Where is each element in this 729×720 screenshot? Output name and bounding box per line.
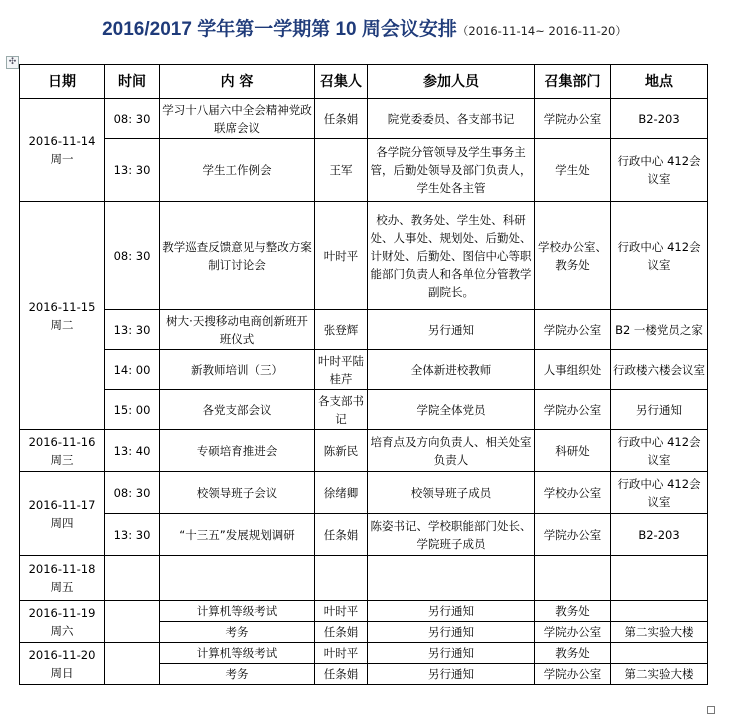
participants-cell: 校办、教务处、学生处、科研处、人事处、规划处、后勤处、计财处、后勤处、图信中心等职能部门负责人和各单位分管教学副院长。 bbox=[368, 202, 535, 310]
content-cell: 树大·天搜移动电商创新班开班仪式 bbox=[160, 310, 315, 350]
department-cell: 教务处 bbox=[535, 643, 611, 664]
location-cell bbox=[611, 556, 708, 601]
table-header-row bbox=[20, 65, 708, 99]
time-cell bbox=[105, 556, 160, 601]
date-text: 2016-11-15 bbox=[28, 299, 96, 314]
department-cell: 学院办公室 bbox=[535, 99, 611, 139]
content-cell: 考务 bbox=[160, 622, 315, 643]
location-cell: 行政中心 412会议室 bbox=[611, 472, 708, 514]
content-cell bbox=[160, 556, 315, 601]
location-cell: B2-203 bbox=[611, 99, 708, 139]
time-cell: 15: 00 bbox=[105, 390, 160, 430]
move-handle-icon[interactable]: ✣ bbox=[6, 56, 19, 69]
time-cell: 13: 30 bbox=[105, 139, 160, 202]
time-cell: 08: 30 bbox=[105, 202, 160, 310]
time-cell: 08: 30 bbox=[105, 472, 160, 514]
convener-cell: 徐绪卿 bbox=[315, 472, 368, 514]
location-cell: 第二实验大楼 bbox=[611, 664, 708, 685]
department-cell: 人事组织处 bbox=[535, 350, 611, 390]
header-department: 召集部门 bbox=[535, 65, 611, 99]
department-cell bbox=[535, 556, 611, 601]
header-participants: 参加人员 bbox=[368, 65, 535, 99]
participants-cell: 另行通知 bbox=[368, 664, 535, 685]
page-title bbox=[0, 14, 729, 41]
participants-cell: 院党委委员、各支部书记 bbox=[368, 99, 535, 139]
department-cell: 教务处 bbox=[535, 601, 611, 622]
content-cell: 专硕培育推进会 bbox=[160, 430, 315, 472]
department-cell: 学院办公室 bbox=[535, 664, 611, 685]
weekday-text: 周日 bbox=[50, 665, 74, 680]
weekday-text: 周六 bbox=[50, 623, 74, 638]
date-cell-fri bbox=[20, 556, 105, 601]
department-cell: 学院办公室 bbox=[535, 514, 611, 556]
department-cell: 学校办公室、教务处 bbox=[535, 202, 611, 310]
table-row bbox=[20, 139, 708, 202]
weekday-text: 周三 bbox=[50, 452, 74, 467]
date-text: 2016-11-16 bbox=[28, 434, 96, 449]
location-cell: B2-203 bbox=[611, 514, 708, 556]
date-cell-sun bbox=[20, 643, 105, 685]
date-cell-tue bbox=[20, 202, 105, 430]
weekday-text: 周四 bbox=[50, 515, 74, 530]
table-row bbox=[20, 202, 708, 310]
convener-cell: 叶时平 bbox=[315, 643, 368, 664]
content-cell: 校领导班子会议 bbox=[160, 472, 315, 514]
location-cell: 行政中心 412会议室 bbox=[611, 430, 708, 472]
time-cell bbox=[105, 601, 160, 643]
weekday-text: 周一 bbox=[50, 152, 74, 166]
weekday-text: 周五 bbox=[50, 580, 74, 594]
convener-cell: 各支部书记 bbox=[315, 390, 368, 430]
date-text: 2016-11-20 bbox=[28, 647, 96, 662]
convener-cell: 张登辉 bbox=[315, 310, 368, 350]
table-row bbox=[20, 643, 708, 664]
header-location: 地点 bbox=[611, 65, 708, 99]
weekday-text: 周二 bbox=[50, 317, 74, 332]
content-cell: 教学巡查反馈意见与整改方案制订讨论会 bbox=[160, 202, 315, 310]
content-cell: “十三五”发展规划调研 bbox=[160, 514, 315, 556]
location-cell: 行政中心 412会议室 bbox=[611, 202, 708, 310]
date-cell-thu bbox=[20, 472, 105, 556]
date-cell-wed bbox=[20, 430, 105, 472]
table-row bbox=[20, 390, 708, 430]
table-row bbox=[20, 472, 708, 514]
content-cell: 考务 bbox=[160, 664, 315, 685]
content-cell: 计算机等级考试 bbox=[160, 643, 315, 664]
table-row bbox=[20, 350, 708, 390]
participants-cell: 另行通知 bbox=[368, 310, 535, 350]
content-cell: 学生工作例会 bbox=[160, 139, 315, 202]
department-cell: 学校办公室 bbox=[535, 472, 611, 514]
participants-cell: 学院全体党员 bbox=[368, 390, 535, 430]
department-cell: 学院办公室 bbox=[535, 310, 611, 350]
date-text: 2016-11-19 bbox=[28, 605, 96, 620]
date-cell-sat bbox=[20, 601, 105, 643]
header-convener: 召集人 bbox=[315, 65, 368, 99]
participants-cell: 另行通知 bbox=[368, 622, 535, 643]
convener-cell: 任条娟 bbox=[315, 622, 368, 643]
participants-cell: 培育点及方向负责人、相关处室负责人 bbox=[368, 430, 535, 472]
convener-cell: 叶时平 bbox=[315, 601, 368, 622]
table-row bbox=[20, 99, 708, 139]
participants-cell: 各学院分管领导及学生事务主管，后勤处领导及部门负责人，学生处各主管 bbox=[368, 139, 535, 202]
content-cell: 计算机等级考试 bbox=[160, 601, 315, 622]
content-cell: 学习十八届六中全会精神党政联席会议 bbox=[160, 99, 315, 139]
header-time: 时间 bbox=[105, 65, 160, 99]
department-cell: 科研处 bbox=[535, 430, 611, 472]
location-cell: 第二实验大楼 bbox=[611, 622, 708, 643]
participants-cell: 另行通知 bbox=[368, 643, 535, 664]
title-date-range: （2016-11-14~ 2016-11-20） bbox=[456, 24, 627, 38]
participants-cell: 全体新进校教师 bbox=[368, 350, 535, 390]
time-cell: 13: 40 bbox=[105, 430, 160, 472]
convener-cell: 任条娟 bbox=[315, 99, 368, 139]
location-cell bbox=[611, 601, 708, 622]
convener-cell: 叶时平 bbox=[315, 202, 368, 310]
department-cell: 学生处 bbox=[535, 139, 611, 202]
time-cell bbox=[105, 643, 160, 685]
time-cell: 13: 30 bbox=[105, 514, 160, 556]
table-resize-handle[interactable] bbox=[707, 706, 715, 714]
convener-cell: 陈新民 bbox=[315, 430, 368, 472]
location-cell: 行政中心 412会议室 bbox=[611, 139, 708, 202]
location-cell: 另行通知 bbox=[611, 390, 708, 430]
header-date: 日期 bbox=[20, 65, 105, 99]
time-cell: 08: 30 bbox=[105, 99, 160, 139]
participants-cell: 另行通知 bbox=[368, 601, 535, 622]
department-cell: 学院办公室 bbox=[535, 622, 611, 643]
table-row bbox=[20, 556, 708, 601]
table-row bbox=[20, 430, 708, 472]
convener-cell: 任条娟 bbox=[315, 514, 368, 556]
participants-cell: 校领导班子成员 bbox=[368, 472, 535, 514]
header-content: 内 容 bbox=[160, 65, 315, 99]
content-cell: 新教师培训（三） bbox=[160, 350, 315, 390]
location-cell: B2 一楼党员之家 bbox=[611, 310, 708, 350]
convener-cell bbox=[315, 556, 368, 601]
table-row bbox=[20, 310, 708, 350]
table-row bbox=[20, 514, 708, 556]
location-cell bbox=[611, 643, 708, 664]
location-cell: 行政楼六楼会议室 bbox=[611, 350, 708, 390]
department-cell: 学院办公室 bbox=[535, 390, 611, 430]
date-text: 2016-11-17 bbox=[28, 497, 96, 512]
convener-cell: 任条娟 bbox=[315, 664, 368, 685]
time-cell: 14: 00 bbox=[105, 350, 160, 390]
participants-cell bbox=[368, 556, 535, 601]
date-text: 2016-11-18 bbox=[28, 562, 96, 576]
convener-cell: 叶时平陆桂芹 bbox=[315, 350, 368, 390]
content-cell: 各党支部会议 bbox=[160, 390, 315, 430]
table-row bbox=[20, 601, 708, 622]
date-text: 2016-11-14 bbox=[28, 134, 96, 148]
title-main: 2016/2017 学年第一学期第 10 周会议安排 bbox=[102, 19, 457, 40]
date-cell-mon bbox=[20, 99, 105, 202]
time-cell: 13: 30 bbox=[105, 310, 160, 350]
meeting-schedule-table bbox=[19, 64, 708, 685]
convener-cell: 王军 bbox=[315, 139, 368, 202]
participants-cell: 陈姿书记、学校职能部门处长、学院班子成员 bbox=[368, 514, 535, 556]
